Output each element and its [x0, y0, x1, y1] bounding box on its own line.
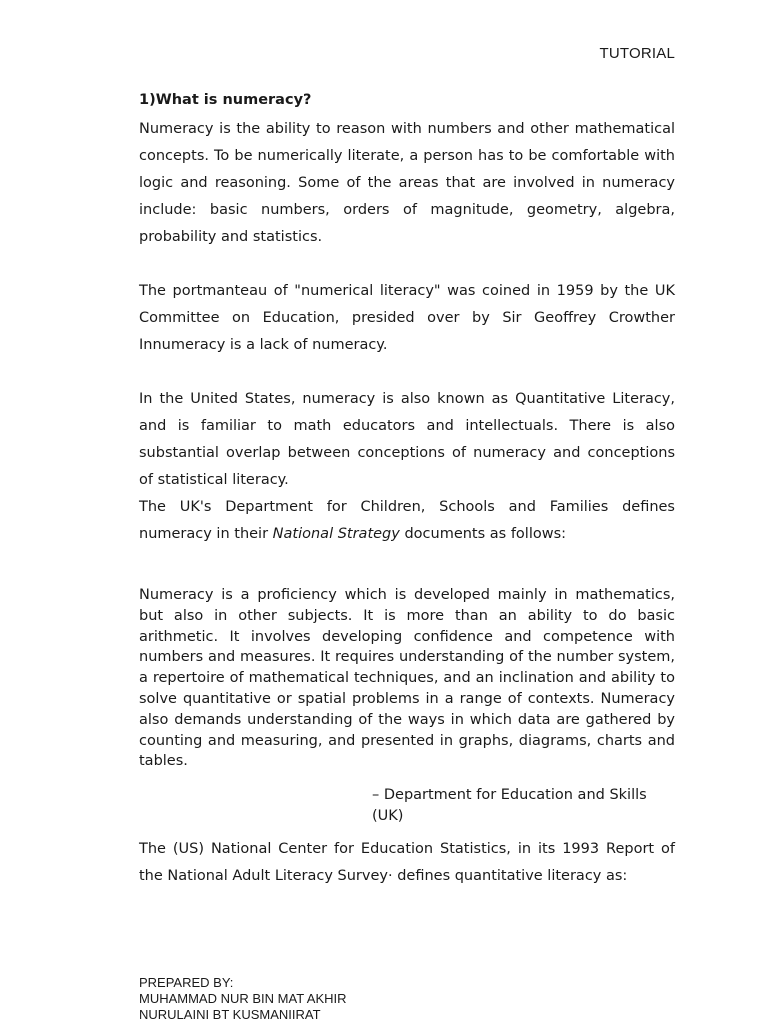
national-strategy-italic: National Strategy: [272, 526, 400, 542]
footer-prepared-by: [139, 975, 347, 1023]
paragraph-uk-department-tail: documents as follows:: [399, 526, 567, 542]
paragraph-definition: Numeracy is the ability to reason with numbers and other mathematical concepts. To be numerically literate, a person has to be comfortable with logic and reasoning. Some of the areas that are involved in numeracy include: basic numbers, orders of magnitude, geometry, algebra, probability and statistics.: [139, 121, 675, 245]
quote-attribution: – Department for Education and Skills (UK): [372, 787, 647, 824]
paragraph-united-states: In the United States, numeracy is also known as Quantitative Literacy, and is familiar to math educators and intellectuals. There is also substantial overlap between conceptions of numeracy and conceptions of statistical literacy.: [139, 391, 675, 488]
header-title: TUTORIAL: [599, 45, 675, 62]
block-quote: Numeracy is a proficiency which is developed mainly in mathematics, but also in other subjects. It is more than an ability to do basic arithmetic. It involves developing confidence and competence with numbers and measures. It requires understanding of the number system, a repertoire of mathematical techniques, and an inclination and ability to solve quantitative or spatial problems in a range of contexts. Numeracy also demands understanding of the ways in which data are gathered by counting and measuring, and presented in graphs, diagrams, charts and tables.: [139, 587, 675, 770]
paragraph-uk-department-text: The UK's Department for Children, Schools and Families defines numeracy in their: [139, 499, 675, 542]
footer-author-2: NURULAINI BT KUSMANIIRAT: [139, 1007, 321, 1022]
question-heading: 1)What is numeracy?: [139, 92, 312, 108]
footer-author-1: MUHAMMAD NUR BIN MAT AKHIR: [139, 991, 347, 1006]
paragraph-nces: The (US) National Center for Education Statistics, in its 1993 Report of the National Adult Literacy Survey· defines quantitative literacy as:: [139, 841, 675, 884]
paragraph-uk-department: [139, 494, 675, 548]
footer-label: PREPARED BY:: [139, 975, 234, 990]
paragraph-portmanteau: The portmanteau of "numerical literacy" was coined in 1959 by the UK Committee on Education, presided over by Sir Geoffrey Crowther Innumeracy is a lack of numeracy.: [139, 283, 675, 353]
